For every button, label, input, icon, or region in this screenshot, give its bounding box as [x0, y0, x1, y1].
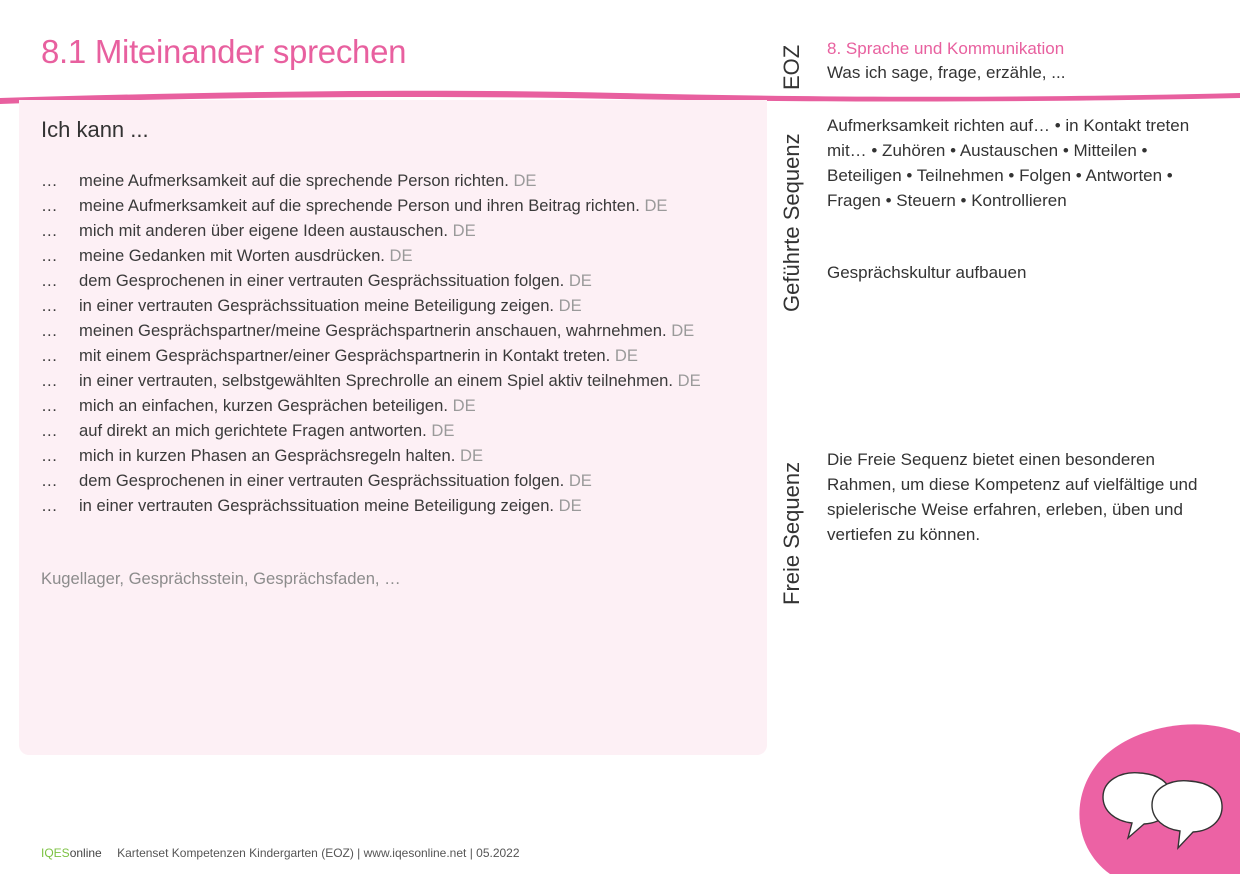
item-dots: …	[41, 296, 58, 315]
materials-list: Kugellager, Gesprächsstein, Gesprächsfaden, …	[41, 569, 401, 588]
category-title: 8. Sprache und Kommunikation	[827, 39, 1065, 58]
guided-sequence-goal: Gesprächskultur aufbauen	[827, 263, 1027, 282]
item-tag: DE	[513, 171, 537, 190]
eoz-label-box	[779, 40, 805, 90]
item-dots: …	[41, 171, 58, 190]
item-tag: DE	[452, 396, 476, 415]
item-text: meine Aufmerksamkeit auf die sprechende Person und ihren Beitrag richten.	[79, 196, 640, 215]
item-text: dem Gesprochenen in einer vertrauten Gesprächssituation folgen.	[79, 471, 565, 490]
list-item	[41, 293, 701, 318]
item-dots: …	[41, 471, 58, 490]
item-text: in einer vertrauten, selbstgewählten Sprechrolle an einem Spiel aktiv teilnehmen.	[79, 371, 674, 390]
item-text: mich an einfachen, kurzen Gesprächen beteiligen.	[79, 396, 448, 415]
item-text: mich mit anderen über eigene Ideen austauschen.	[79, 221, 448, 240]
item-dots: …	[41, 246, 58, 265]
list-item	[41, 343, 701, 368]
item-text: mit einem Gesprächspartner/einer Gesprächspartnerin in Kontakt treten.	[79, 346, 611, 365]
item-text: meine Gedanken mit Worten ausdrücken.	[79, 246, 385, 265]
item-dots: …	[41, 221, 58, 240]
list-item	[41, 318, 701, 343]
item-tag: DE	[614, 346, 638, 365]
item-tag: DE	[452, 221, 476, 240]
item-dots: …	[41, 346, 58, 365]
item-tag: DE	[558, 296, 582, 315]
list-item	[41, 493, 701, 518]
list-item	[41, 218, 701, 243]
item-tag: DE	[568, 471, 592, 490]
item-dots: …	[41, 196, 58, 215]
footer-text: Kartenset Kompetenzen Kindergarten (EOZ) | www.iqesonline.net | 05.2022	[117, 846, 520, 860]
item-tag: DE	[677, 371, 701, 390]
item-text: in einer vertrauten Gesprächssituation meine Beteiligung zeigen.	[79, 496, 555, 515]
item-tag: DE	[558, 496, 582, 515]
eoz-label: EOZ	[779, 44, 804, 90]
item-dots: …	[41, 496, 58, 515]
item-tag: DE	[389, 246, 413, 265]
item-dots: …	[41, 321, 58, 340]
item-tag: DE	[644, 196, 668, 215]
free-sequence-label: Freie Sequenz	[779, 461, 804, 605]
item-dots: …	[41, 396, 58, 415]
list-item	[41, 193, 701, 218]
item-dots: …	[41, 271, 58, 290]
item-text: mich in kurzen Phasen an Gesprächsregeln halten.	[79, 446, 456, 465]
category-subtitle: Was ich sage, frage, erzähle, ...	[827, 63, 1066, 82]
item-text: meinen Gesprächspartner/meine Gesprächspartnerin anschauen, wahrnehmen.	[79, 321, 667, 340]
item-text: auf direkt an mich gerichtete Fragen antworten.	[79, 421, 427, 440]
item-tag: DE	[671, 321, 695, 340]
list-item	[41, 393, 701, 418]
footer	[41, 846, 520, 860]
competency-list	[41, 168, 701, 518]
item-dots: …	[41, 421, 58, 440]
guided-sequence-label: Geführte Sequenz	[779, 133, 804, 312]
list-item	[41, 243, 701, 268]
list-item	[41, 418, 701, 443]
footer-brand-online: online	[69, 846, 102, 860]
item-dots: …	[41, 371, 58, 390]
speech-bubbles-icon	[1070, 715, 1240, 874]
item-text: dem Gesprochenen in einer vertrauten Gesprächssituation folgen.	[79, 271, 565, 290]
item-tag: DE	[431, 421, 455, 440]
footer-brand-iqes: IQES	[41, 846, 70, 860]
item-text: in einer vertrauten Gesprächssituation meine Beteiligung zeigen.	[79, 296, 555, 315]
list-item	[41, 168, 701, 193]
list-item	[41, 468, 701, 493]
item-dots: …	[41, 446, 58, 465]
free-sequence-text: Die Freie Sequenz bietet einen besonderen Rahmen, um diese Kompetenz auf vielfältige und spielerische Weise erfahren, erleben, üben und vertiefen zu können.	[827, 450, 1198, 544]
competency-heading: Ich kann ...	[41, 117, 149, 142]
list-item	[41, 268, 701, 293]
item-tag: DE	[568, 271, 592, 290]
page-title: 8.1 Miteinander sprechen	[41, 33, 407, 70]
list-item	[41, 368, 701, 393]
list-item	[41, 443, 701, 468]
item-tag: DE	[459, 446, 484, 465]
item-text: meine Aufmerksamkeit auf die sprechende Person richten.	[79, 171, 509, 190]
guided-sequence-text: Aufmerksamkeit richten auf… • in Kontakt treten mit… • Zuhören • Austauschen • Mitteilen • Beteiligen • Teilnehmen • Folgen • Antworten • Fragen • Steuern • Kontrollieren	[827, 116, 1190, 210]
